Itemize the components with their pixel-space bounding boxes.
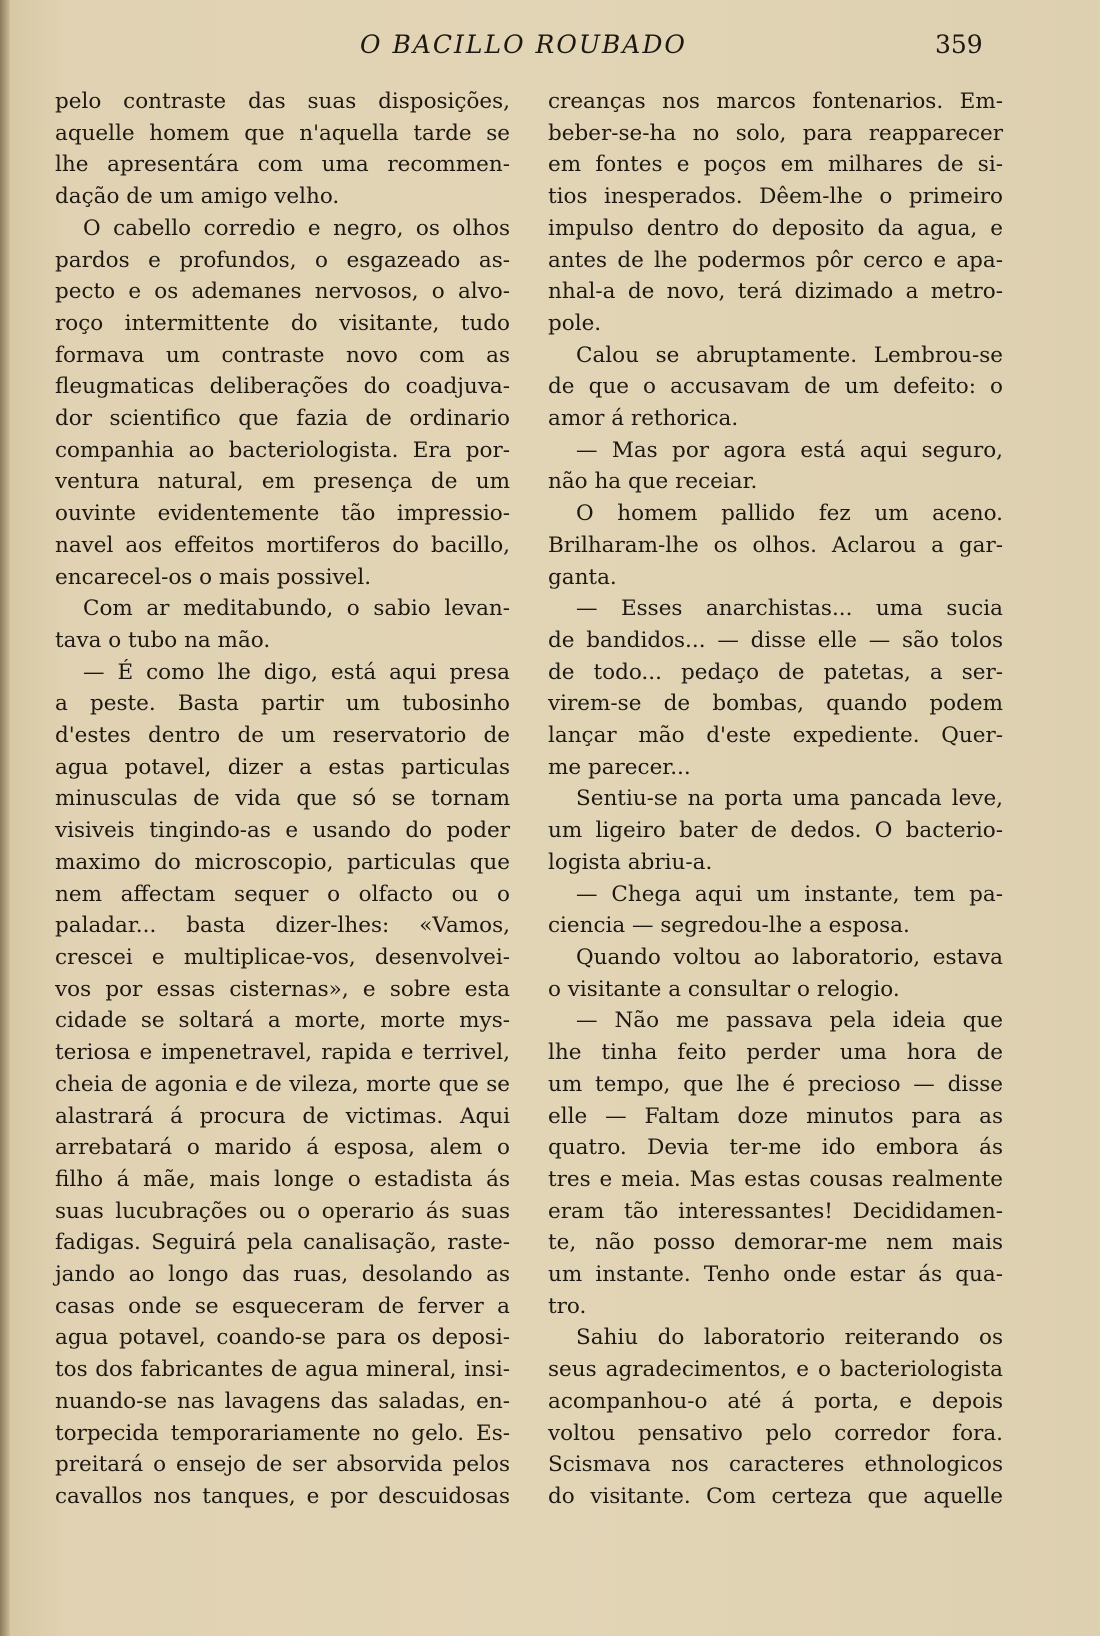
text-line: Sentiu-se na porta uma pancada leve, (576, 786, 1003, 812)
text-line: Calou se abruptamente. Lembrou-se (576, 342, 1003, 368)
text-line: tios inesperados. Dêem-lhe o primeiro (548, 184, 1003, 210)
text-line: dação de um amigo velho. (55, 184, 340, 210)
text-line: ciencia — segredou-lhe a esposa. (548, 913, 910, 939)
text-line: d'estes dentro de um reservatorio de (55, 723, 510, 749)
text-line: navel aos effeitos mortiferos do bacillo, (55, 532, 510, 558)
text-line: Scismava nos caracteres ethnologicos (548, 1452, 1003, 1478)
text-line: lançar mão d'este expediente. Quer- (548, 723, 1003, 749)
text-line: de todo... pedaço de patetas, a ser- (548, 659, 1003, 685)
text-line: paladar... basta dizer-lhes: «Vamos, (55, 913, 510, 939)
text-line: filho á mãe, mais longe o estadista ás (55, 1166, 510, 1192)
text-line: creanças nos marcos fontenarios. Em- (548, 89, 1003, 114)
text-line: tos dos fabricantes de agua mineral, insi- (55, 1357, 510, 1383)
text-line: fadigas. Seguirá pela canalisação, raste- (55, 1230, 510, 1256)
text-line: agua potavel, coando-se para os deposi- (55, 1325, 510, 1351)
text-line: nem affectam sequer o olfacto ou o (55, 881, 510, 907)
text-line: lhe apresentára com uma recommen- (55, 152, 510, 178)
text-line: tro. (548, 1293, 587, 1319)
text-line: alastrará á procura de victimas. Aqui (55, 1103, 510, 1129)
text-line: visiveis tingindo-as e usando do poder (55, 818, 510, 844)
text-line: fleugmaticas deliberações do coadjuva- (55, 374, 510, 400)
text-line: pole. (548, 310, 602, 336)
text-line: formava um contraste novo com as (55, 342, 510, 368)
text-line: O homem pallido fez um aceno. (576, 501, 1003, 527)
text-line: ganta. (548, 564, 617, 590)
text-line: um instante. Tenho onde estar ás qua- (548, 1262, 1003, 1288)
text-line: jando ao longo das ruas, desolando as (55, 1262, 510, 1288)
text-line: — Mas por agora está aqui seguro, (576, 437, 1003, 463)
text-line: vos por essas cisternas», e sobre esta (55, 976, 510, 1002)
text-line: nhal-a de novo, terá dizimado a metro- (548, 279, 1003, 305)
text-line: cidade se soltará a morte, morte mys- (55, 1008, 510, 1034)
text-line: cavallos nos tanques, e por descuidosas (55, 1483, 510, 1509)
text-line: um tempo, que lhe é precioso — disse (548, 1071, 1003, 1097)
text-line: aquelle homem que n'aquella tarde se (55, 120, 510, 146)
text-line: lhe tinha feito perder uma hora de (548, 1040, 1003, 1066)
text-line: Sahiu do laboratorio reiterando os (576, 1325, 1003, 1351)
text-line: me parecer... (548, 754, 691, 780)
text-line: dor scientifico que fazia de ordinario (55, 406, 510, 432)
text-line: arrebatará o marido á esposa, alem o (55, 1135, 510, 1161)
text-line: — Chega aqui um instante, tem pa- (576, 881, 1003, 907)
text-line: a peste. Basta partir um tubosinho (55, 691, 510, 717)
text-line: O cabello corredio e negro, os olhos (83, 215, 510, 241)
text-line: minusculas de vida que só se tornam (55, 786, 510, 812)
page-edge-shadow (0, 0, 10, 1636)
text-column-left (55, 86, 510, 1513)
text-line: de que o accusavam de um defeito: o (548, 374, 1003, 400)
text-line: antes de lhe podermos pôr cerco e apa- (548, 247, 1003, 273)
text-line: seus agradecimentos, e o bacteriologista (548, 1357, 1003, 1383)
text-line: casas onde se esqueceram de ferver a (55, 1293, 510, 1319)
text-line: suas lucubrações ou o operario ás suas (55, 1198, 510, 1224)
text-line: do visitante. Com certeza que aquelle (548, 1483, 1003, 1509)
text-line: voltou pensativo pelo corredor fora. (548, 1420, 1003, 1446)
text-line: maximo do microscopio, particulas que (55, 849, 510, 875)
text-line: — É como lhe digo, está aqui presa (83, 659, 510, 685)
text-line: logista abriu-a. (548, 849, 713, 875)
text-line: pelo contraste das suas disposições, (55, 89, 510, 114)
text-line: acompanhou-o até á porta, e depois (548, 1388, 1003, 1414)
text-line: quatro. Devia ter-me ido embora ás (548, 1135, 1003, 1161)
text-line: tres e meia. Mas estas cousas realmente (548, 1166, 1003, 1192)
text-column-right (548, 86, 1003, 1513)
running-title: O BACILLO ROUBADO (360, 30, 687, 59)
text-line: beber-se-ha no solo, para reapparecer (548, 120, 1003, 146)
page-number: 359 (935, 30, 983, 59)
text-line: um ligeiro bater de dedos. O bacterio- (548, 818, 1003, 844)
text-line: roço intermittente do visitante, tudo (55, 310, 510, 336)
text-line: Quando voltou ao laboratorio, estava (576, 944, 1003, 970)
text-line: Brilharam-lhe os olhos. Aclarou a gar- (548, 532, 1003, 558)
text-line: companhia ao bacteriologista. Era por- (55, 437, 510, 463)
text-line: pardos e profundos, o esgazeado as- (55, 247, 510, 273)
text-line: elle — Faltam doze minutos para as (548, 1103, 1003, 1129)
text-line: ventura natural, em presença de um (55, 469, 510, 495)
text-line: — Não me passava pela ideia que (576, 1008, 1003, 1034)
text-line: tava o tubo na mão. (55, 627, 271, 653)
text-line: nuando-se nas lavagens das saladas, en- (55, 1388, 510, 1414)
page-header (0, 28, 1100, 68)
text-line: teriosa e impenetravel, rapida e terrivel, (55, 1040, 510, 1066)
text-line: preitará o ensejo de ser absorvida pelos (55, 1452, 510, 1478)
text-line: de bandidos... — disse elle — são tolos (548, 627, 1003, 653)
text-line: amor á rethorica. (548, 406, 739, 432)
text-line: torpecida temporariamente no gelo. Es- (55, 1420, 510, 1446)
text-line: ouvinte evidentemente tão impressio- (55, 501, 510, 527)
text-line: crescei e multiplicae-vos, desenvolvei- (55, 944, 510, 970)
text-line: cheia de agonia e de vileza, morte que se (55, 1071, 510, 1097)
text-line: — Esses anarchistas... uma sucia (576, 596, 1003, 622)
text-line: eram tão interessantes! Decididamen- (548, 1198, 1003, 1224)
text-line: o visitante a consultar o relogio. (548, 976, 900, 1002)
text-line: virem-se de bombas, quando podem (548, 691, 1003, 717)
text-line: Com ar meditabundo, o sabio levan- (83, 596, 510, 622)
text-line: encarecel-os o mais possivel. (55, 564, 372, 590)
text-line: em fontes e poços em milhares de si- (548, 152, 1003, 178)
text-line: agua potavel, dizer a estas particulas (55, 754, 510, 780)
text-line: impulso dentro do deposito da agua, e (548, 215, 1003, 241)
text-line: te, não posso demorar-me nem mais (548, 1230, 1003, 1256)
text-line: pecto e os ademanes nervosos, o alvo- (55, 279, 510, 305)
text-line: não ha que receiar. (548, 469, 758, 495)
